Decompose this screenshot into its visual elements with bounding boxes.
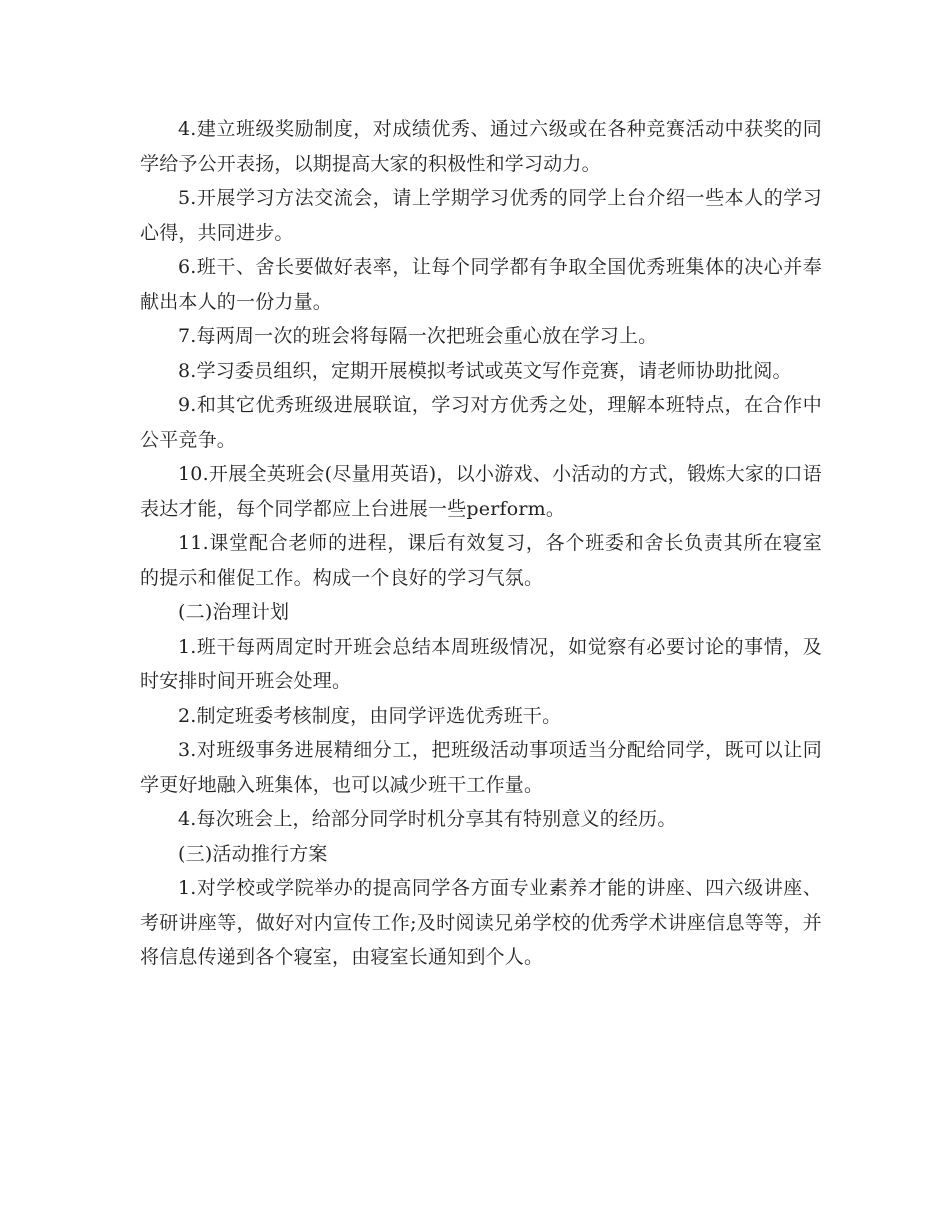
section-heading-activity-plan: (三)活动推行方案 — [178, 842, 328, 865]
paragraph-study-exchange: 5.开展学习方法交流会，请上学期学习优秀的同学上台介绍一些本人的学习心得，共同进步。 — [140, 187, 822, 244]
paragraph-assessment-system: 2.制定班委考核制度，由同学评选优秀班干。 — [178, 704, 562, 727]
paragraph-english-meeting: 10.开展全英班会(尽量用英语)，以小游戏、小活动的方式，锻炼大家的口语表达才能，每个同学都应上台进展一些perform。 — [140, 463, 822, 520]
paragraph-regular-meetings: 1.班干每两周定时开班会总结本周班级情况，如觉察有必要讨论的事情，及时安排时间开班会处理。 — [140, 635, 822, 692]
paragraph-sharing-experience: 4.每次班会上，给部分同学时机分享其有特别意义的经历。 — [178, 808, 677, 830]
paragraph-division-of-labor: 3.对班级事务进展精细分工，把班级活动事项适当分配给同学，既可以让同学更好地融入班集体，也可以减少班干工作量。 — [140, 739, 822, 796]
paragraph-class-exchange: 9.和其它优秀班级进展联谊，学习对方优秀之处，理解本班特点，在合作中公平竞争。 — [140, 394, 822, 451]
paragraph-reward-system: 4.建立班级奖励制度，对成绩优秀、通过六级或在各种竞赛活动中获奖的同学给予公开表扬，以期提高大家的积极性和学习动力。 — [140, 118, 822, 175]
paragraph-lecture-promotion: 1.对学校或学院举办的提高同学各方面专业素养才能的讲座、四六级讲座、考研讲座等，做好对内宣传工作;及时阅读兄弟学校的优秀学术讲座信息等等，并将信息传递到各个寝室，由寝室长通知到个人。 — [140, 877, 822, 968]
paragraph-role-model: 6.班干、舍长要做好表率，让每个同学都有争取全国优秀班集体的决心并奉献出本人的一份力量。 — [140, 256, 822, 313]
paragraph-classroom-cooperation: 11.课堂配合老师的进程，课后有效复习，各个班委和舍长负责其所在寝室的提示和催促工作。构成一个良好的学习气氛。 — [140, 532, 822, 589]
section-heading-management-plan: (二)治理计划 — [178, 601, 290, 623]
paragraph-biweekly-meeting: 7.每两周一次的班会将每隔一次把班会重心放在学习上。 — [178, 325, 658, 347]
document-body — [140, 112, 822, 975]
paragraph-mock-exams: 8.学习委员组织，定期开展模拟考试或英文写作竞赛，请老师协助批阅。 — [178, 359, 792, 382]
